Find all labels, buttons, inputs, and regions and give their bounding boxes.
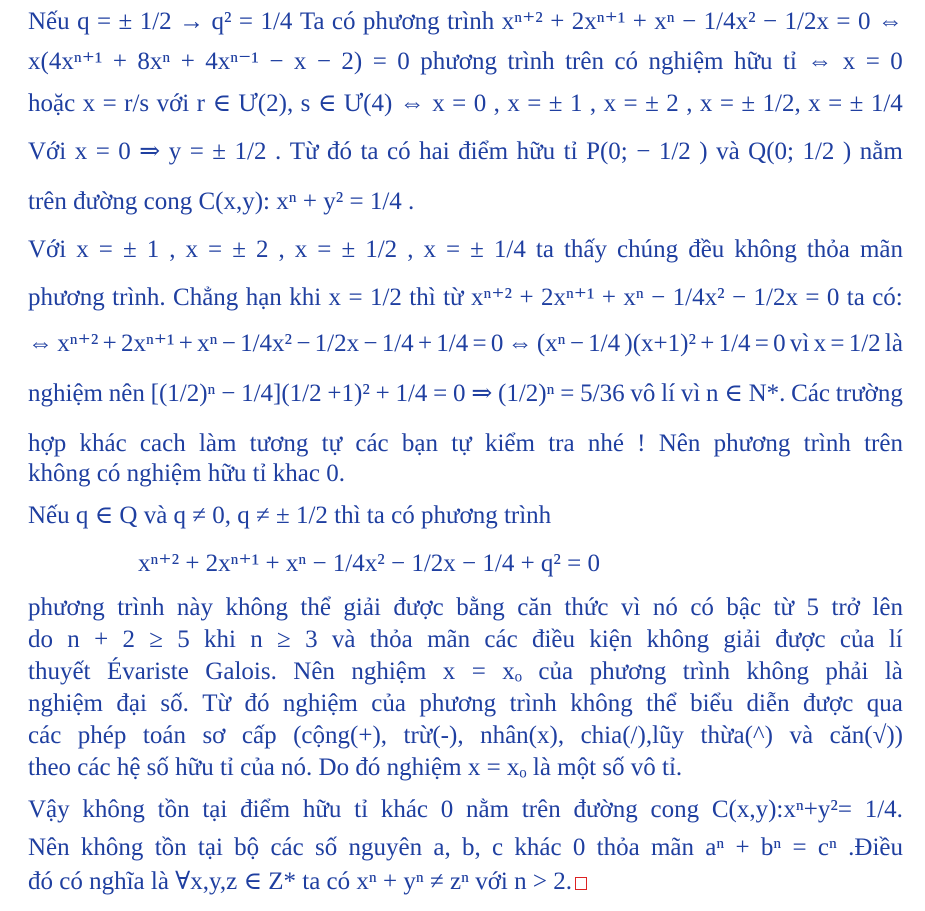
- text-line-17: nghiệm đại số. Từ đó nghiệm của phương trình không thể biểu diễn được qua: [28, 690, 903, 717]
- text-line-18: các phép toán sơ cấp (cộng(+), trừ(-), nhân(x), chia(/),lũy thừa(^) và căn(√)): [28, 722, 903, 749]
- text-line-9: nghiệm nên [(1/2)ⁿ − 1/4](1/2 +1)² + 1/4 = 0 ⇒ (1/2)ⁿ = 5/36 vô lí vì n ∈ N*. Các trường: [28, 380, 903, 407]
- text-line-5: trên đường cong C(x,y): xⁿ + y² = 1/4 .: [28, 188, 415, 215]
- text-line-10: hợp khác cach làm tương tự các bạn tự kiểm tra nhé ! Nên phương trình trên: [28, 430, 903, 457]
- text-line-19: theo các hệ số hữu tỉ của nó. Do đó nghiệm x = xₒ là một số vô tỉ.: [28, 754, 683, 781]
- text-line-15: do n + 2 ≥ 5 khi n ≥ 3 và thỏa mãn các điều kiện không giải được của lí: [28, 626, 903, 653]
- text-line-2: x(4xⁿ⁺¹ + 8xⁿ + 4xⁿ⁻¹ − x − 2) = 0 phương trình trên có nghiệm hữu tỉ ⇔ x = 0: [28, 48, 903, 75]
- final-statement: đó có nghĩa là ∀x,y,z ∈ Z* ta có xⁿ + yⁿ ≠ zⁿ với n > 2.: [28, 868, 572, 895]
- text-line-11: không có nghiệm hữu tỉ khac 0.: [28, 460, 345, 487]
- text-line-12: Nếu q ∈ Q và q ≠ 0, q ≠ ± 1/2 thì ta có phương trình: [28, 502, 552, 529]
- text-line-14: phương trình này không thể giải được bằng căn thức vì nó có bậc từ 5 trở lên: [28, 594, 903, 621]
- text-line-7: phương trình. Chẳng hạn khi x = 1/2 thì từ xⁿ⁺² + 2xⁿ⁺¹ + xⁿ − 1/4x² − 1/2x = 0 ta có:: [28, 284, 903, 311]
- text-line-1: Nếu q = ± 1/2 → q² = 1/4 Ta có phương trình xⁿ⁺² + 2xⁿ⁺¹ + xⁿ − 1/4x² − 1/2x = 0 ⇔: [28, 8, 903, 35]
- text-line-8: ⇔ xⁿ⁺² + 2xⁿ⁺¹ + xⁿ − 1/4x² − 1/2x − 1/4 + 1/4 = 0 ⇔ (xⁿ − 1/4 )(x+1)² + 1/4 = 0 vì x = 1/2 là: [28, 330, 903, 357]
- text-line-20: Vậy không tồn tại điểm hữu tỉ khác 0 nằm trên đường cong C(x,y):xⁿ+y²= 1/4.: [28, 796, 903, 823]
- text-line-21: Nên không tồn tại bộ các số nguyên a, b, c khác 0 thỏa mãn aⁿ + bⁿ = cⁿ .Điều: [28, 834, 903, 861]
- text-line-22: [28, 866, 587, 898]
- text-line-6: Với x = ± 1 , x = ± 2 , x = ± 1/2 , x = ± 1/4 ta thấy chúng đều không thỏa mãn: [28, 236, 903, 263]
- text-line-16: thuyết Évariste Galois. Nên nghiệm x = xₒ của phương trình không phải là: [28, 658, 903, 685]
- text-line-4: Với x = 0 ⇒ y = ± 1/2 . Từ đó ta có hai điểm hữu tỉ P(0; − 1/2 ) và Q(0; 1/2 ) nằm: [28, 138, 903, 165]
- qed-square-icon: [575, 877, 587, 890]
- text-line-3: hoặc x = r/s với r ∈ Ư(2), s ∈ Ư(4) ⇔ x = 0 , x = ± 1 , x = ± 2 , x = ± 1/2, x = ± 1/4: [28, 90, 903, 117]
- equation-line: xⁿ⁺² + 2xⁿ⁺¹ + xⁿ − 1/4x² − 1/2x − 1/4 + q² = 0: [138, 550, 601, 577]
